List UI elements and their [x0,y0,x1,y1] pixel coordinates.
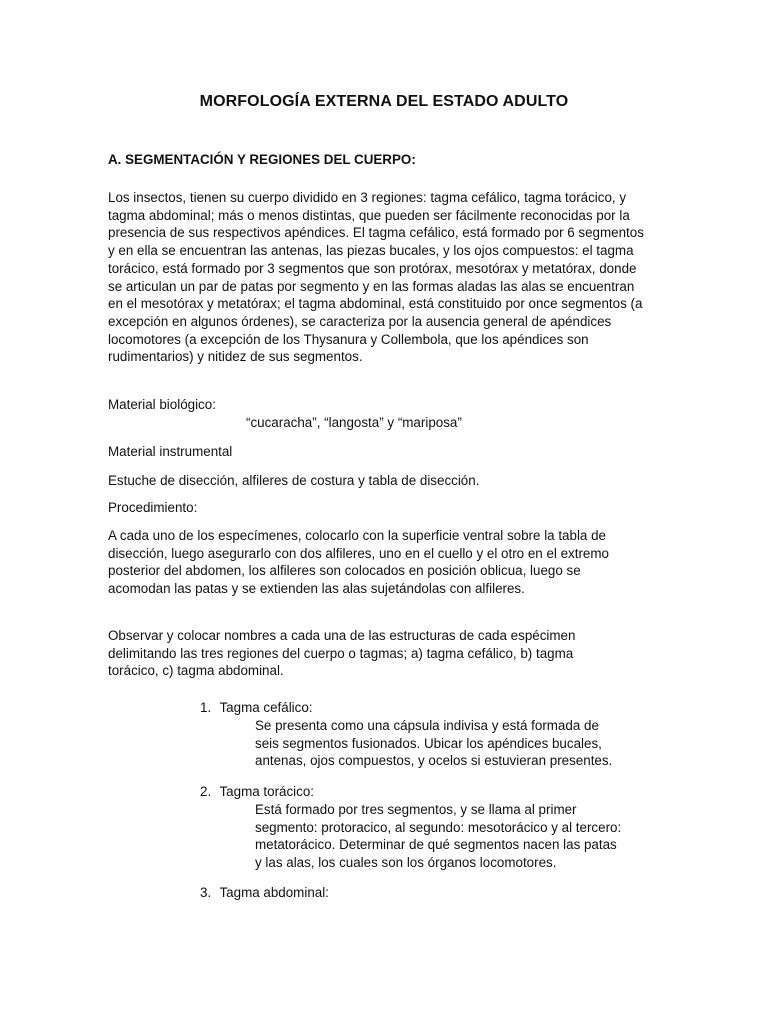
list-desc-line: segmento: protoracico, al segundo: mesotorácico y al tercero: [255,819,622,835]
intro-line: y en ella se encuentran las antenas, las piezas bucales, y los ojos compuestos: el tagma [108,243,634,259]
observar-line: torácico, c) tagma abdominal. [108,663,284,679]
procedimiento-paragraph [108,527,678,598]
intro-line: se articulan un par de patas por segmento y en las formas aladas las alas se encuentran [108,278,635,294]
material-biologico-label: Material biológico: [108,397,216,412]
list-item-tagma-abdominal [200,884,329,902]
intro-line: en el mesotórax y metatórax; el tagma abdominal, está constituido por once segmentos (a [108,296,643,312]
list-desc-line: Está formado por tres segmentos, y se llama al primer [255,802,577,817]
list-description-tagma-cefalico [255,717,655,770]
list-number: 2. [200,784,212,799]
list-number: 3. [200,885,212,900]
intro-line: tagma abdominal; más o menos distintas, que pueden ser fácilmente reconocidas por la [108,207,630,223]
list-desc-line: seis segmentos fusionados. Ubicar los apéndices bucales, [255,735,602,751]
intro-line: Los insectos, tienen su cuerpo dividido en 3 regiones: tagma cefálico, tagma torácico, y [108,190,627,205]
intro-line: rudimentarios) y nitidez de sus segmentos. [108,349,363,365]
list-description-tagma-toracico [255,801,655,872]
intro-line: presencia de sus respectivos apéndices. El tagma cefálico, está formado por 6 segmentos [108,225,644,241]
list-desc-line: antenas, ojos compuestos, y ocelos si estuvieran presentes. [255,753,613,769]
observar-line: Observar y colocar nombres a cada una de las estructuras de cada espécimen [108,628,576,643]
list-desc-line: Se presenta como una cápsula indivisa y está formada de [255,718,599,733]
material-instrumental-value: Estuche de disección, alfileres de costura y tabla de disección. [108,473,480,488]
material-instrumental-label: Material instrumental [108,444,233,459]
procedimiento-line: A cada uno de los especímenes, colocarlo con la superficie ventral sobre la tabla de [108,528,606,543]
list-number: 1. [200,700,212,715]
procedimiento-line: acomodan las patas y se extienden las alas sujetándolas con alfileres. [108,581,525,597]
intro-line: torácico, está formado por 3 segmentos que son protórax, mesotórax y metatórax, donde [108,260,637,276]
observar-paragraph [108,627,678,680]
list-label: Tagma cefálico: [219,700,313,715]
intro-paragraph [108,189,678,366]
list-item-tagma-toracico [200,783,314,801]
procedimiento-line: disección, luego asegurarlo con dos alfileres, uno en el cuello y el otro en el extremo [108,545,609,561]
list-desc-line: y las alas, los cuales son los órganos locomotores. [255,855,557,871]
material-biologico-value: “cucaracha”, “langosta” y “mariposa” [246,415,462,430]
observar-line: delimitando las tres regiones del cuerpo o tagmas; a) tagma cefálico, b) tagma [108,645,574,661]
procedimiento-line: posterior del abdomen, los alfileres son colocados en posición oblicua, luego se [108,563,581,579]
section-a-heading: A. SEGMENTACIÓN Y REGIONES DEL CUERPO: [108,152,416,167]
intro-line: excepción en algunos órdenes), se caracteriza por la ausencia general de apéndices [108,313,612,329]
list-label: Tagma abdominal: [219,885,329,900]
procedimiento-label: Procedimiento: [108,500,198,515]
intro-line: locomotores (a excepción de los Thysanura y Collembola, que los apéndices son [108,331,589,347]
document-title: MORFOLOGÍA EXTERNA DEL ESTADO ADULTO [199,93,569,110]
list-desc-line: metatorácico. Determinar de qué segmentos nacen las patas [255,837,617,853]
list-item-tagma-cefalico [200,699,313,717]
list-label: Tagma torácico: [219,784,315,799]
